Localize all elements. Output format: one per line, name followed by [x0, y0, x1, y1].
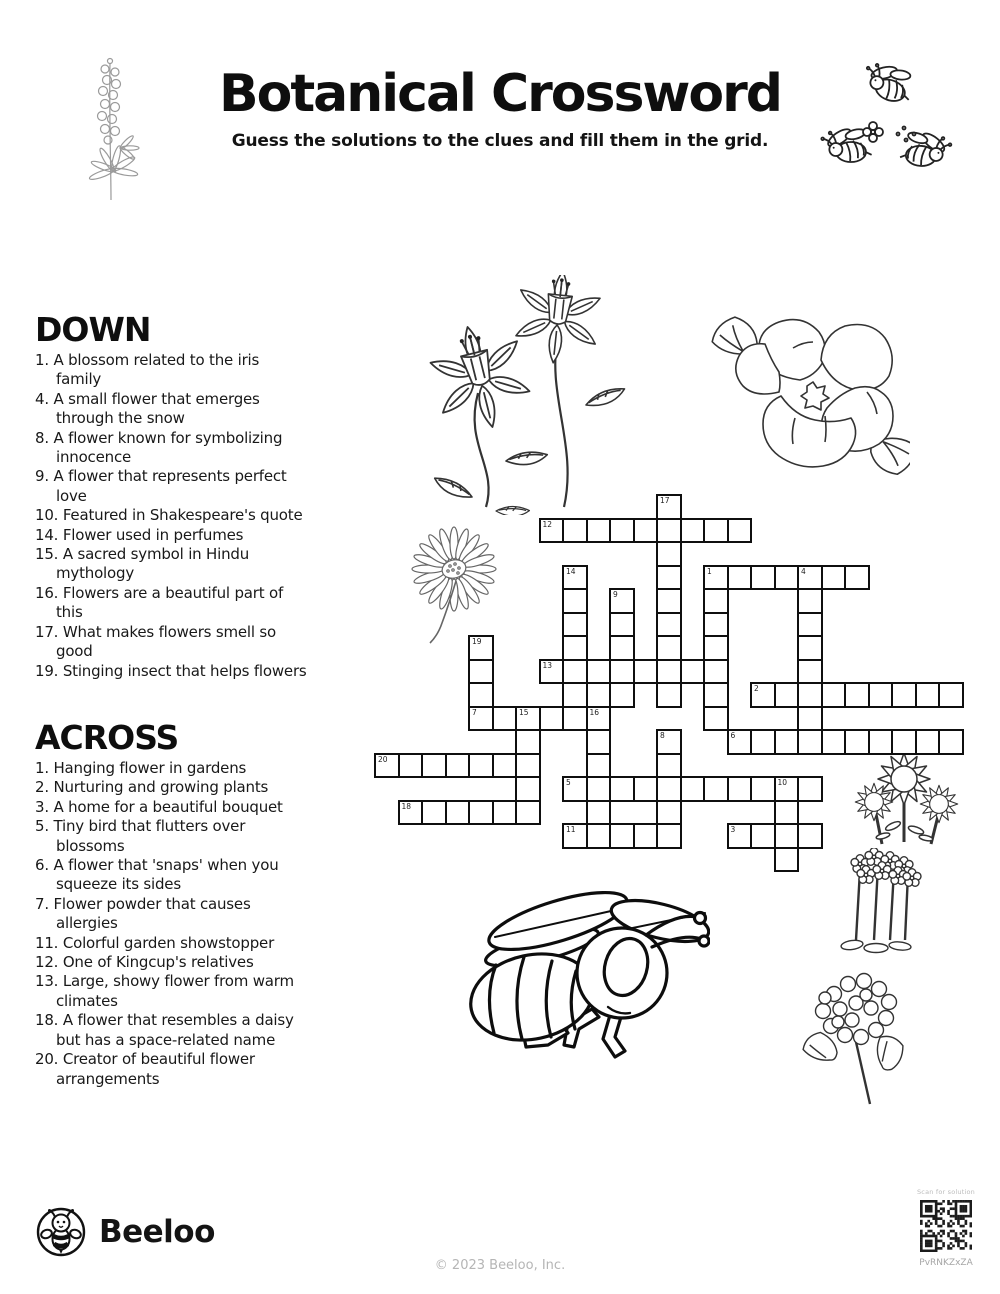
across-clue-6: 6. A flower that 'snaps' when you squeeze its sides: [35, 856, 279, 894]
cell-number: 11: [566, 825, 576, 834]
grid-cell[interactable]: [586, 753, 612, 779]
grid-cell[interactable]: [562, 588, 588, 614]
cell-number: 14: [566, 566, 576, 576]
across-heading: ACROSS: [35, 718, 179, 757]
grid-cell[interactable]: [609, 776, 635, 802]
grid-cell[interactable]: [797, 729, 823, 755]
grid-cell[interactable]: [586, 800, 612, 826]
brand-name: Beeloo: [99, 1214, 215, 1250]
grid-cell[interactable]: [797, 776, 823, 802]
grid-cell[interactable]: [774, 847, 800, 873]
cell-number: 20: [378, 754, 388, 764]
down-clue-8: 8. A flower known for symbolizing innocence: [35, 428, 283, 467]
grid-cell[interactable]: [938, 682, 964, 708]
grid-cell[interactable]: [774, 776, 800, 802]
grid-cell[interactable]: [797, 588, 823, 614]
cell-number: 17: [660, 496, 670, 505]
cell-number: 3: [730, 825, 736, 834]
grid-cell[interactable]: [633, 518, 659, 544]
grid-cell[interactable]: [703, 588, 729, 614]
cell-number: 12: [542, 519, 553, 529]
down-clue-16: 16. Flowers are a beautiful part of this: [35, 583, 284, 622]
grid-cell[interactable]: [750, 729, 776, 755]
grid-cell[interactable]: [680, 659, 706, 685]
grid-cell[interactable]: [703, 565, 729, 591]
grid-cell[interactable]: [774, 729, 800, 755]
grid-cell[interactable]: [656, 823, 682, 849]
grid-cell[interactable]: [421, 753, 447, 779]
grid-cell[interactable]: [609, 518, 635, 544]
across-clue-list: [35, 759, 307, 1089]
grid-cell[interactable]: [656, 494, 682, 520]
grid-cell[interactable]: [844, 682, 870, 708]
grid-cell[interactable]: [562, 682, 588, 708]
across-clue-5: 5. Tiny bird that flutters over blossoms: [35, 817, 246, 855]
grid-cell[interactable]: [797, 823, 823, 849]
grid-cell[interactable]: [656, 588, 682, 614]
grid-cell[interactable]: [797, 706, 823, 732]
copyright: © 2023 Beeloo, Inc.: [434, 1258, 566, 1273]
grid-cell[interactable]: [586, 518, 612, 544]
grid-cell[interactable]: [609, 823, 635, 849]
pansy-illustration: [695, 288, 910, 483]
grid-cell[interactable]: [398, 800, 424, 826]
cell-number: 4: [801, 566, 806, 576]
cell-number: 15: [519, 707, 529, 717]
grid-cell[interactable]: [727, 565, 753, 591]
grid-cell[interactable]: [586, 729, 612, 755]
grid-cell[interactable]: [468, 659, 494, 685]
across-clue-2: 2. Nurturing and growing plants: [35, 778, 269, 797]
grid-cell[interactable]: [797, 612, 823, 638]
cell-number: 10: [777, 778, 788, 787]
grid-cell[interactable]: [868, 729, 894, 755]
grid-cell[interactable]: [445, 800, 471, 826]
grid-cell[interactable]: [633, 776, 659, 802]
grid-cell[interactable]: [656, 753, 682, 779]
grid-cell[interactable]: [656, 800, 682, 826]
grid-cell[interactable]: [492, 800, 518, 826]
grid-cell[interactable]: [656, 776, 682, 802]
grid-cell[interactable]: [821, 565, 847, 591]
grid-cell[interactable]: [515, 706, 541, 732]
across-clue-20: 20. Creator of beautiful flower arrangements: [35, 1050, 255, 1088]
grid-cell[interactable]: [774, 800, 800, 826]
grid-cell[interactable]: [562, 776, 588, 802]
cell-number: 13: [542, 660, 553, 670]
cell-number: 16: [589, 707, 600, 717]
grid-cell[interactable]: [703, 776, 729, 802]
grid-cell[interactable]: [586, 823, 612, 849]
down-clue-1: 1. A blossom related to the iris family: [35, 351, 260, 389]
grid-cell[interactable]: [703, 612, 729, 638]
grid-cell[interactable]: [750, 823, 776, 849]
cell-number: 7: [472, 707, 477, 717]
grid-cell[interactable]: [727, 823, 753, 849]
down-clue-9: 9. A flower that represents perfect love: [35, 467, 287, 505]
across-clue-13: 13. Large, showy flower from warm climates: [35, 972, 294, 1010]
grid-cell[interactable]: [703, 635, 729, 661]
daffodil-illustration: [400, 275, 630, 515]
grid-cell[interactable]: [468, 682, 494, 708]
grid-cell[interactable]: [844, 729, 870, 755]
grid-cell[interactable]: [656, 659, 682, 685]
grid-cell[interactable]: [633, 823, 659, 849]
down-clue-15: 15. A sacred symbol in Hindu mythology: [35, 545, 250, 583]
grid-cell[interactable]: [774, 823, 800, 849]
grid-cell[interactable]: [750, 776, 776, 802]
grid-cell[interactable]: [938, 729, 964, 755]
across-clue-3: 3. A home for a beautiful bouquet: [35, 797, 283, 816]
grid-cell[interactable]: [562, 518, 588, 544]
grid-cell[interactable]: [539, 706, 565, 732]
grid-cell[interactable]: [915, 682, 941, 708]
cell-number: 2: [754, 684, 759, 693]
grid-cell[interactable]: [727, 776, 753, 802]
across-clue-18: 18. A flower that resembles a daisy but has a space-related name: [35, 1011, 294, 1049]
grid-cell[interactable]: [750, 682, 776, 708]
grid-cell[interactable]: [868, 682, 894, 708]
crossword-grid: [374, 494, 966, 874]
grid-cell[interactable]: [421, 800, 447, 826]
grid-cell[interactable]: [656, 682, 682, 708]
grid-cell[interactable]: [445, 753, 471, 779]
grid-cell[interactable]: [562, 659, 588, 685]
grid-cell[interactable]: [562, 823, 588, 849]
cell-number: 8: [660, 731, 665, 740]
grid-cell[interactable]: [915, 729, 941, 755]
grid-cell[interactable]: [633, 659, 659, 685]
lupine-flower-illustration: [75, 55, 145, 200]
qr-code: [920, 1200, 972, 1252]
grid-cell[interactable]: [703, 659, 729, 685]
grid-cell[interactable]: [821, 682, 847, 708]
grid-cell[interactable]: [492, 706, 518, 732]
grid-cell[interactable]: [562, 635, 588, 661]
grid-cell[interactable]: [797, 565, 823, 591]
grid-cell[interactable]: [468, 800, 494, 826]
grid-cell[interactable]: [891, 729, 917, 755]
down-heading: DOWN: [35, 310, 151, 349]
down-clue-list: [35, 351, 307, 681]
qr-scan-label: Scan for solution: [916, 1188, 975, 1196]
page-title: Botanical Crossword: [218, 64, 782, 124]
qr-block: [909, 1188, 983, 1268]
grid-cell[interactable]: [539, 659, 565, 685]
across-clue-7: 7. Flower powder that causes allergies: [35, 894, 251, 933]
bees-illustration: [810, 52, 960, 192]
grid-cell[interactable]: [797, 635, 823, 661]
grid-cell[interactable]: [539, 518, 565, 544]
grid-cell[interactable]: [727, 729, 753, 755]
grid-cell[interactable]: [844, 565, 870, 591]
across-clue-12: 12. One of Kingcup's relatives: [35, 953, 254, 972]
grid-cell[interactable]: [515, 729, 541, 755]
grid-cell[interactable]: [797, 682, 823, 708]
grid-cell[interactable]: [515, 800, 541, 826]
grid-cell[interactable]: [586, 706, 612, 732]
grid-cell[interactable]: [703, 518, 729, 544]
grid-cell[interactable]: [468, 706, 494, 732]
grid-cell[interactable]: [515, 776, 541, 802]
grid-cell[interactable]: [656, 729, 682, 755]
grid-cell[interactable]: [656, 612, 682, 638]
across-clue-11: 11. Colorful garden showstopper: [35, 933, 275, 952]
grid-cell[interactable]: [398, 753, 424, 779]
grid-cell[interactable]: [703, 682, 729, 708]
grid-cell[interactable]: [468, 635, 494, 661]
down-clue-17: 17. What makes flowers smell so good: [35, 622, 276, 661]
down-clue-19: 19. Stinging insect that helps flowers: [35, 661, 307, 680]
page-subtitle: Guess the solutions to the clues and fill them in the grid.: [231, 131, 769, 152]
grid-cell[interactable]: [774, 565, 800, 591]
hydrangea-illustration: [800, 968, 908, 1110]
grid-cell[interactable]: [492, 753, 518, 779]
grid-cell[interactable]: [609, 659, 635, 685]
grid-cell[interactable]: [774, 682, 800, 708]
grid-cell[interactable]: [656, 518, 682, 544]
grid-cell[interactable]: [727, 518, 753, 544]
cell-number: 9: [613, 590, 618, 599]
down-clue-14: 14. Flower used in perfumes: [35, 525, 244, 544]
cell-number: 19: [472, 637, 482, 646]
cell-number: 6: [730, 731, 736, 740]
cell-number: 1: [707, 566, 712, 576]
down-clue-4: 4. A small flower that emerges through the snow: [35, 389, 260, 428]
grid-cell[interactable]: [586, 776, 612, 802]
grid-cell[interactable]: [468, 753, 494, 779]
grid-cell[interactable]: [562, 565, 588, 591]
grid-cell[interactable]: [703, 706, 729, 732]
across-clue-1: 1. Hanging flower in gardens: [35, 759, 247, 777]
qr-code-label: PvRNKZxZA: [919, 1258, 973, 1268]
brand-logo: [35, 1206, 215, 1258]
beeloo-bee-icon: [35, 1206, 87, 1258]
grid-cell[interactable]: [609, 682, 635, 708]
grid-cell[interactable]: [797, 659, 823, 685]
grid-cell[interactable]: [656, 541, 682, 567]
grid-cell[interactable]: [562, 612, 588, 638]
grid-cell[interactable]: [562, 706, 588, 732]
grid-cell[interactable]: [609, 588, 635, 614]
grid-cell[interactable]: [586, 659, 612, 685]
cell-number: 5: [566, 778, 571, 787]
grid-cell[interactable]: [374, 753, 400, 779]
grid-cell[interactable]: [891, 682, 917, 708]
grid-cell[interactable]: [680, 518, 706, 544]
grid-cell[interactable]: [750, 565, 776, 591]
grid-cell[interactable]: [656, 565, 682, 591]
grid-cell[interactable]: [515, 753, 541, 779]
grid-cell[interactable]: [656, 635, 682, 661]
down-clue-10: 10. Featured in Shakespeare's quote: [35, 506, 303, 525]
bee-illustration: [450, 875, 710, 1070]
cell-number: 18: [401, 801, 412, 811]
grid-cell[interactable]: [609, 635, 635, 661]
header: [190, 66, 810, 151]
grid-cell[interactable]: [680, 776, 706, 802]
grid-cell[interactable]: [821, 729, 847, 755]
grid-cell[interactable]: [609, 612, 635, 638]
